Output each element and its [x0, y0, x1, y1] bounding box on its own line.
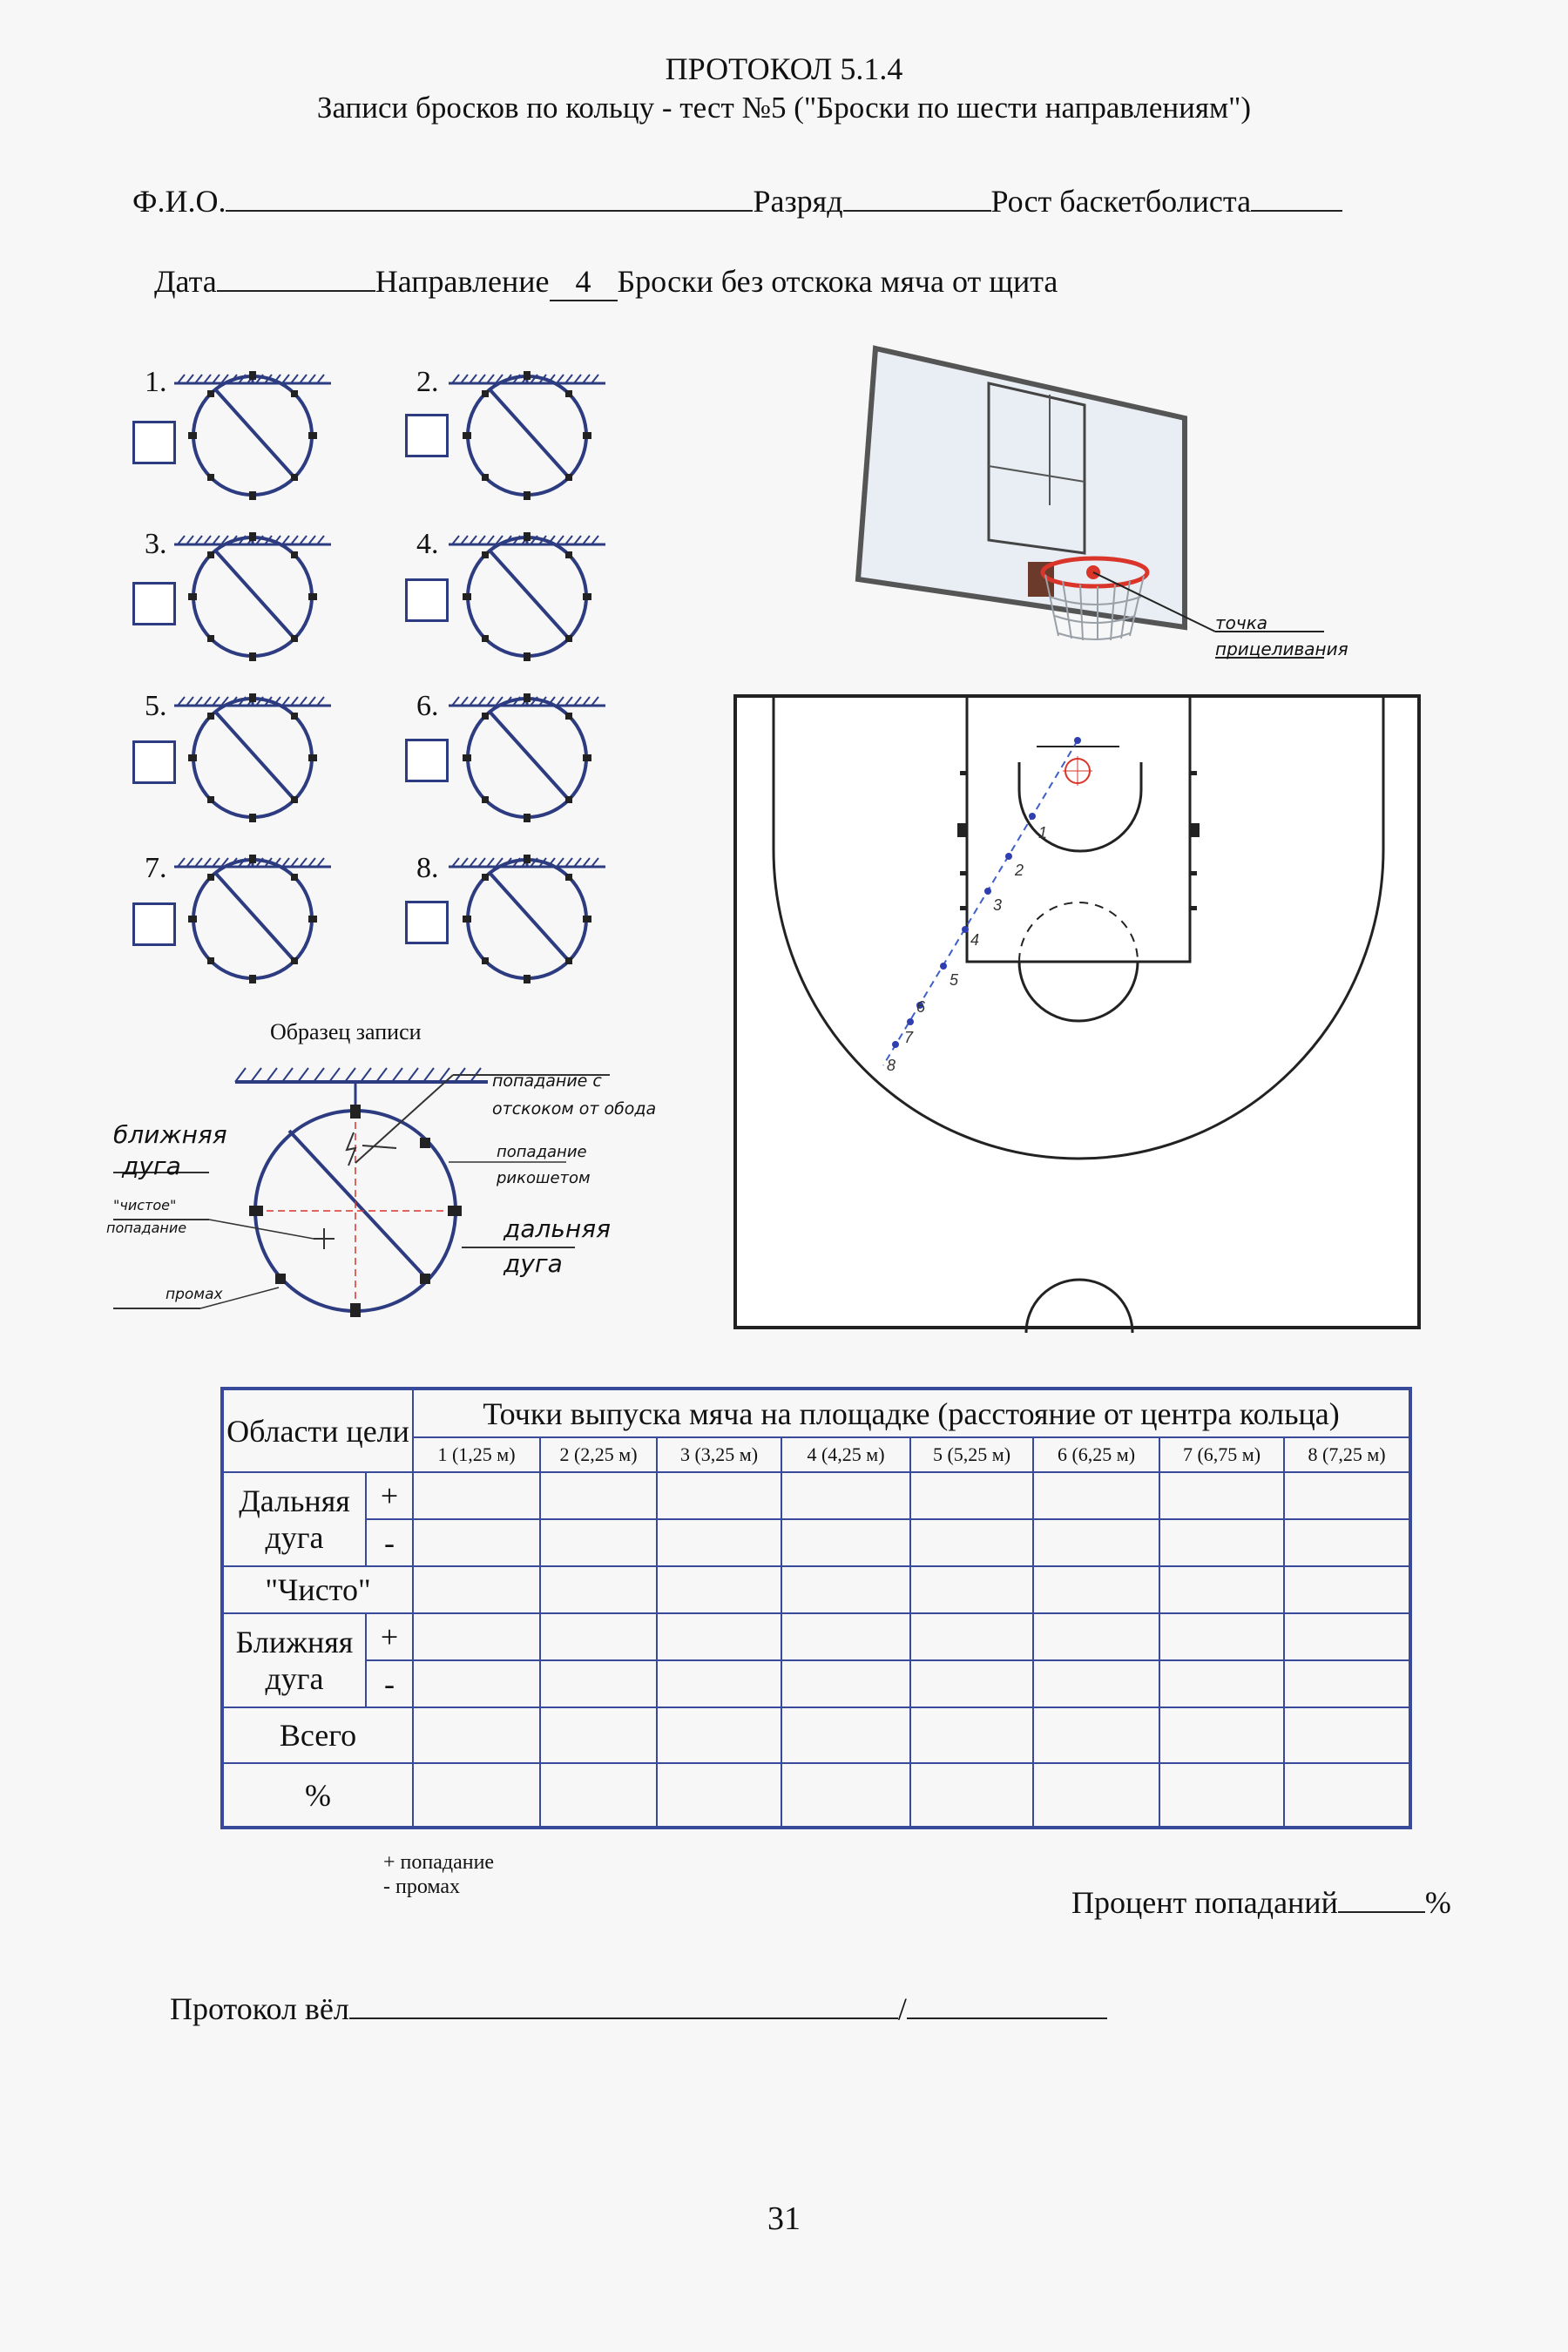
cell-total-2[interactable] [540, 1707, 657, 1763]
height-field[interactable] [1251, 184, 1342, 212]
cell-near-minus-3[interactable] [657, 1660, 781, 1707]
court-point-2: 2 [1015, 862, 1024, 879]
rim-label-1: 1. [145, 366, 167, 398]
aim-label-1: точка [1215, 612, 1268, 633]
col-header-3: 3 (3,25 м) [657, 1437, 781, 1472]
col-header-8: 8 (7,25 м) [1284, 1437, 1410, 1472]
row-near-label: Ближняя дуга [222, 1613, 366, 1707]
rim-diagram-4 [449, 532, 605, 661]
cell-percent-4[interactable] [781, 1763, 910, 1828]
date-field[interactable] [217, 264, 375, 292]
sample-rebound-label-1: попадание с [492, 1071, 602, 1091]
court-point-8: 8 [887, 1057, 896, 1074]
row-total-label: Всего [222, 1707, 413, 1763]
page-title: ПРОТОКОЛ 5.1.4 [665, 51, 903, 86]
cell-near-plus-2[interactable] [540, 1613, 657, 1660]
results-table [220, 1387, 1412, 1829]
cell-total-5[interactable] [910, 1707, 1033, 1763]
sample-ricochet-label-1: попадание [497, 1143, 587, 1161]
rim-label-5: 5. [145, 690, 167, 722]
rim-diagram-6 [449, 693, 605, 822]
hit-percent-row [1071, 1884, 1451, 1921]
rim-label-8: 8. [416, 852, 439, 884]
row-far-label: Дальняя дуга [222, 1472, 366, 1566]
cell-near-plus-6[interactable] [1033, 1613, 1159, 1660]
sample-ricochet-label-2: рикошетом [497, 1169, 591, 1187]
cell-near-plus-1[interactable] [413, 1613, 540, 1660]
court-diagram [732, 693, 1424, 1333]
cell-near-plus-3[interactable] [657, 1613, 781, 1660]
legend [383, 1850, 494, 1899]
rim-diagram-5 [174, 693, 331, 822]
cell-clean-1[interactable] [413, 1566, 540, 1613]
sample-far-label-1: дальняя [504, 1214, 611, 1243]
direction-label: Направление [375, 264, 550, 299]
cell-near-plus-4[interactable] [781, 1613, 910, 1660]
cell-total-4[interactable] [781, 1707, 910, 1763]
rim-diagram-7 [174, 855, 331, 983]
rim-diagram-2 [449, 371, 605, 500]
row-clean-label: "Чисто" [222, 1566, 413, 1613]
cell-near-plus-8[interactable] [1284, 1613, 1410, 1660]
recorded-by-label: Протокол вёл [170, 1991, 349, 2026]
col-header-7: 7 (6,75 м) [1159, 1437, 1284, 1472]
cell-far-plus-3[interactable] [657, 1472, 781, 1519]
row-near-plus: + [366, 1613, 413, 1660]
cell-near-minus-7[interactable] [1159, 1660, 1284, 1707]
fio-label: Ф.И.О. [132, 184, 226, 219]
cell-far-plus-4[interactable] [781, 1472, 910, 1519]
backboard-illustration [849, 335, 1355, 684]
sample-near-label-1: ближняя [113, 1120, 227, 1149]
result-box-3[interactable] [132, 582, 176, 625]
percent-sign: % [1424, 1885, 1451, 1920]
recorded-by-separator: / [897, 1991, 907, 2026]
rim-diagram-3 [174, 532, 331, 661]
col-header-5: 5 (5,25 м) [910, 1437, 1033, 1472]
cell-near-minus-2[interactable] [540, 1660, 657, 1707]
sample-miss-label: промах [166, 1286, 223, 1303]
cell-far-minus-2[interactable] [540, 1519, 657, 1566]
date-label: Дата [154, 264, 217, 299]
cell-far-plus-5[interactable] [910, 1472, 1033, 1519]
legend-plus: + попадание [383, 1851, 495, 1874]
fio-field[interactable] [226, 184, 753, 212]
col-header-4: 4 (4,25 м) [781, 1437, 910, 1472]
cell-total-3[interactable] [657, 1707, 781, 1763]
cell-total-8[interactable] [1284, 1707, 1410, 1763]
legend-minus: - промах [383, 1876, 461, 1898]
cell-near-minus-4[interactable] [781, 1660, 910, 1707]
cell-percent-3[interactable] [657, 1763, 781, 1828]
result-box-8[interactable] [405, 901, 449, 944]
rim-label-6: 6. [416, 690, 439, 722]
court-point-4: 4 [970, 931, 980, 949]
cell-total-7[interactable] [1159, 1707, 1284, 1763]
cell-far-plus-7[interactable] [1159, 1472, 1284, 1519]
cell-far-plus-8[interactable] [1284, 1472, 1410, 1519]
row-near-minus: - [366, 1660, 413, 1707]
cell-far-plus-2[interactable] [540, 1472, 657, 1519]
rank-label: Разряд [753, 184, 843, 219]
cell-near-minus-5[interactable] [910, 1660, 1033, 1707]
court-point-6: 6 [916, 998, 926, 1016]
cell-clean-6[interactable] [1033, 1566, 1159, 1613]
cell-near-minus-8[interactable] [1284, 1660, 1410, 1707]
recorded-by-row [170, 1990, 1107, 2027]
cell-near-minus-1[interactable] [413, 1660, 540, 1707]
result-box-6[interactable] [405, 739, 449, 782]
cell-clean-3[interactable] [657, 1566, 781, 1613]
sample-clean-label-1: "чистое" [113, 1197, 177, 1213]
cell-percent-7[interactable] [1159, 1763, 1284, 1828]
rank-field[interactable] [843, 184, 991, 212]
cell-percent-2[interactable] [540, 1763, 657, 1828]
court-point-7: 7 [904, 1029, 914, 1046]
cell-clean-2[interactable] [540, 1566, 657, 1613]
sample-near-label-2: дуга [122, 1152, 181, 1180]
cell-near-plus-5[interactable] [910, 1613, 1033, 1660]
cell-far-minus-6[interactable] [1033, 1519, 1159, 1566]
row-far-minus: - [366, 1519, 413, 1566]
hit-percent-label: Процент попаданий [1071, 1885, 1338, 1920]
result-box-2[interactable] [405, 414, 449, 457]
col-header-6: 6 (6,25 м) [1033, 1437, 1159, 1472]
page-number: 31 [767, 2200, 801, 2237]
rim-diagram-1 [174, 371, 331, 500]
cell-far-minus-4[interactable] [781, 1519, 910, 1566]
col-header-1: 1 (1,25 м) [413, 1437, 540, 1472]
cell-near-minus-6[interactable] [1033, 1660, 1159, 1707]
result-box-1[interactable] [132, 421, 176, 464]
cell-total-1[interactable] [413, 1707, 540, 1763]
cell-far-minus-7[interactable] [1159, 1519, 1284, 1566]
rim-label-4: 4. [416, 528, 439, 560]
cell-clean-4[interactable] [781, 1566, 910, 1613]
zones-header: Области цели [222, 1389, 413, 1472]
rim-label-3: 3. [145, 528, 167, 560]
cell-near-plus-7[interactable] [1159, 1613, 1284, 1660]
cell-clean-5[interactable] [910, 1566, 1033, 1613]
sample-clean-label-2: попадание [106, 1220, 187, 1236]
cell-far-minus-5[interactable] [910, 1519, 1033, 1566]
hit-percent-field[interactable] [1338, 1885, 1425, 1913]
shot-type: Броски без отскока мяча от щита [617, 264, 1058, 299]
cell-far-minus-8[interactable] [1284, 1519, 1410, 1566]
row-percent-label: % [222, 1763, 413, 1828]
cell-clean-7[interactable] [1159, 1566, 1284, 1613]
cell-percent-5[interactable] [910, 1763, 1033, 1828]
points-header: Точки выпуска мяча на площадке (расстояние от центра кольца) [413, 1389, 1410, 1437]
row-far-plus: + [366, 1472, 413, 1519]
fio-row [132, 183, 1342, 220]
cell-far-plus-6[interactable] [1033, 1472, 1159, 1519]
result-box-4[interactable] [405, 578, 449, 622]
cell-total-6[interactable] [1033, 1707, 1159, 1763]
rim-label-2: 2. [416, 366, 439, 398]
court-point-5: 5 [950, 971, 959, 989]
direction-value[interactable]: 4 [550, 263, 618, 301]
recorded-by-signature-field[interactable] [907, 1991, 1107, 2019]
cell-percent-8[interactable] [1284, 1763, 1410, 1828]
page-subtitle: Записи бросков по кольцу - тест №5 ("Броски по шести направлениям") [316, 91, 1252, 125]
court-point-1: 1 [1038, 824, 1048, 841]
cell-clean-8[interactable] [1284, 1566, 1410, 1613]
result-box-7[interactable] [132, 902, 176, 946]
cell-percent-1[interactable] [413, 1763, 540, 1828]
rim-diagram-8 [449, 855, 605, 983]
col-header-2: 2 (2,25 м) [540, 1437, 657, 1472]
court-point-3: 3 [993, 896, 1003, 914]
rim-diagrams-svg [122, 344, 645, 1006]
rim-label-7: 7. [145, 852, 167, 884]
result-box-5[interactable] [132, 740, 176, 784]
sample-far-label-2: дуга [504, 1249, 563, 1278]
aim-label-2: прицеливания [1215, 639, 1348, 659]
cell-far-plus-1[interactable] [413, 1472, 540, 1519]
sample-title: Образец записи [270, 1019, 422, 1044]
cell-far-minus-3[interactable] [657, 1519, 781, 1566]
recorded-by-name-field[interactable] [349, 1991, 898, 2019]
sample-rebound-label-2: отскоком от обода [492, 1099, 657, 1119]
height-label: Рост баскетболиста [990, 184, 1252, 219]
cell-far-minus-1[interactable] [413, 1519, 540, 1566]
date-row [154, 263, 1058, 301]
cell-percent-6[interactable] [1033, 1763, 1159, 1828]
